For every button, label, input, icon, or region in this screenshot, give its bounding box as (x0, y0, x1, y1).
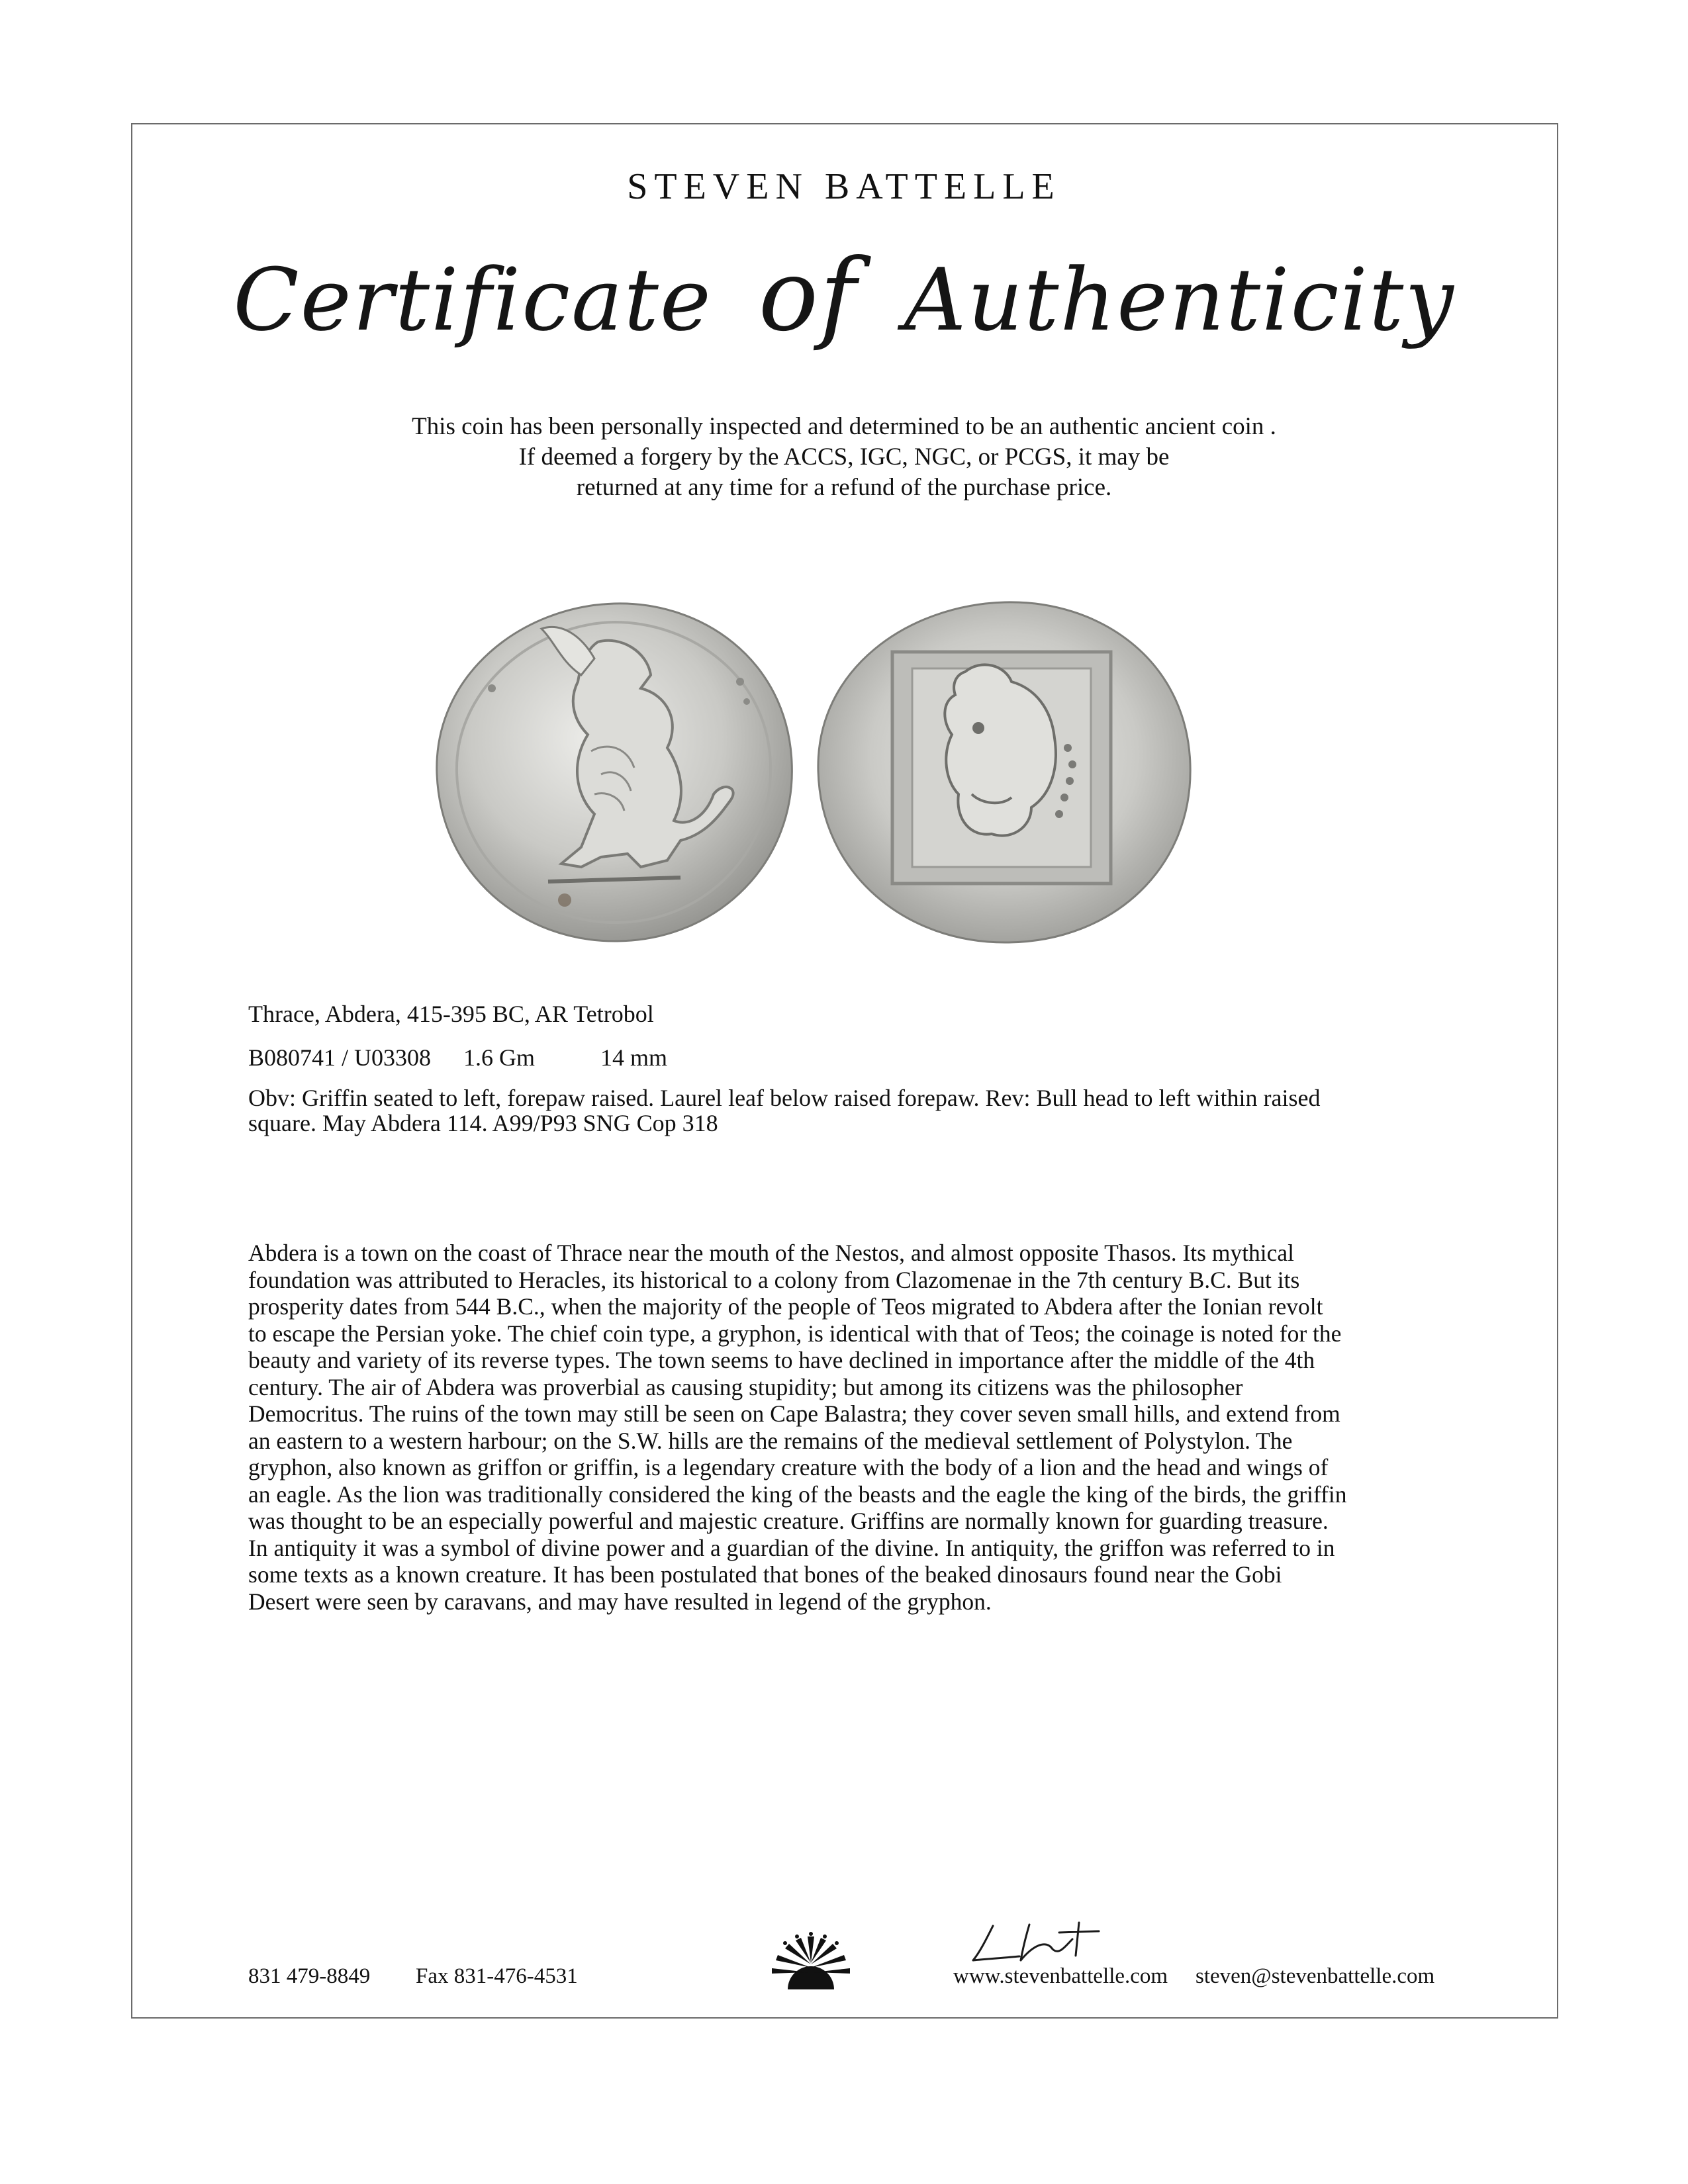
title-word-certificate: Certificate (233, 250, 712, 350)
history-line: an eagle. As the lion was traditionally considered the king of the beasts and the eagle the king of the birds, the griffin (248, 1480, 1347, 1508)
guarantee-statement (0, 412, 1688, 503)
phone-number: 831 479-8849 (248, 1964, 371, 1988)
coin-title: Thrace, Abdera, 415-395 BC, AR Tetrobol (248, 1001, 654, 1027)
history-line: some texts as a known creature. It has been postulated that bones of the beaked dinosaurs found near the Gobi (248, 1561, 1282, 1588)
history-line: Desert were seen by caravans, and may have resulted in legend of the gryphon. (248, 1588, 992, 1615)
coin-description (248, 1085, 1440, 1136)
history-line: was thought to be an especially powerful and majestic creature. Griffins are normally known for guarding treasure. (248, 1508, 1329, 1534)
bull-head-coin-reverse (813, 596, 1197, 946)
history-line: beauty and variety of its reverse types. The town seems to have declined in importance after the middle of the 4th (248, 1347, 1315, 1373)
history-line: to escape the Persian yoke. The chief coin type, a gryphon, is identical with that of Teos; the coinage is noted for the (248, 1320, 1342, 1347)
certificate-title (0, 238, 1688, 353)
coin-description-line: square. May Abdera 114. A99/P93 SNG Cop 318 (248, 1110, 718, 1136)
history-line: prosperity dates from 544 B.C., when the majority of the people of Teos migrated to Abdera after the Ionian revolt (248, 1293, 1323, 1320)
history-line: Democritus. The ruins of the town may still be seen on Cape Balastra; they cover seven small hills, and extend from (248, 1400, 1340, 1427)
history-line: Abdera is a town on the coast of Thrace near the mouth of the Nestos, and almost opposite Thasos. Its mythical (248, 1240, 1295, 1266)
sunburst-logo-icon (768, 1931, 854, 1992)
history-line: an eastern to a western harbour; on the S.W. hills are the remains of the medieval settlement of Polystylon. The (248, 1427, 1293, 1454)
title-word-of: of (758, 238, 858, 353)
brand-name: STEVEN BATTELLE (627, 166, 1061, 207)
coin-inventory: B080741 / U03308 (248, 1044, 432, 1071)
history-line: gryphon, also known as griffon or griffin, is a legendary creature with the body of a lion and the head and wings of (248, 1454, 1329, 1480)
signature (966, 1919, 1105, 1966)
history-line: In antiquity it was a symbol of divine power and a guardian of the divine. In antiquity, the griffon was referred to in (248, 1534, 1335, 1561)
fax-number: Fax 831-476-4531 (416, 1964, 578, 1988)
coin-weight: 1.6 Gm (463, 1044, 536, 1071)
website-link[interactable]: www.stevenbattelle.com (953, 1964, 1168, 1988)
email-link[interactable]: steven@stevenbattelle.com (1196, 1964, 1435, 1988)
coin-details (248, 999, 667, 1072)
coin-diameter: 14 mm (600, 1044, 668, 1071)
coin-description-line: Obv: Griffin seated to left, forepaw raised. Laurel leaf below raised forepaw. Rev: Bull head to left within raised (248, 1085, 1321, 1111)
guarantee-line: If deemed a forgery by the ACCS, IGC, NGC, or PCGS, it may be (518, 443, 1170, 471)
history-line: century. The air of Abdera was proverbial as causing stupidity; but among its citizens was the philosopher (248, 1373, 1243, 1400)
title-word-authenticity: Authenticity (904, 250, 1455, 350)
history-line: foundation was attributed to Heracles, its historical to a colony from Clazomenae in the 7th century B.C. But its (248, 1266, 1300, 1293)
history-paragraph (248, 1240, 1446, 1615)
coin-images (0, 596, 1688, 953)
coin-meta (248, 1043, 667, 1072)
griffin-coin-obverse (429, 596, 800, 946)
guarantee-line: returned at any time for a refund of the purchase price. (576, 474, 1112, 501)
footer (0, 1919, 1688, 1999)
guarantee-line: This coin has been personally inspected and determined to be an authentic ancient coin . (412, 413, 1276, 440)
